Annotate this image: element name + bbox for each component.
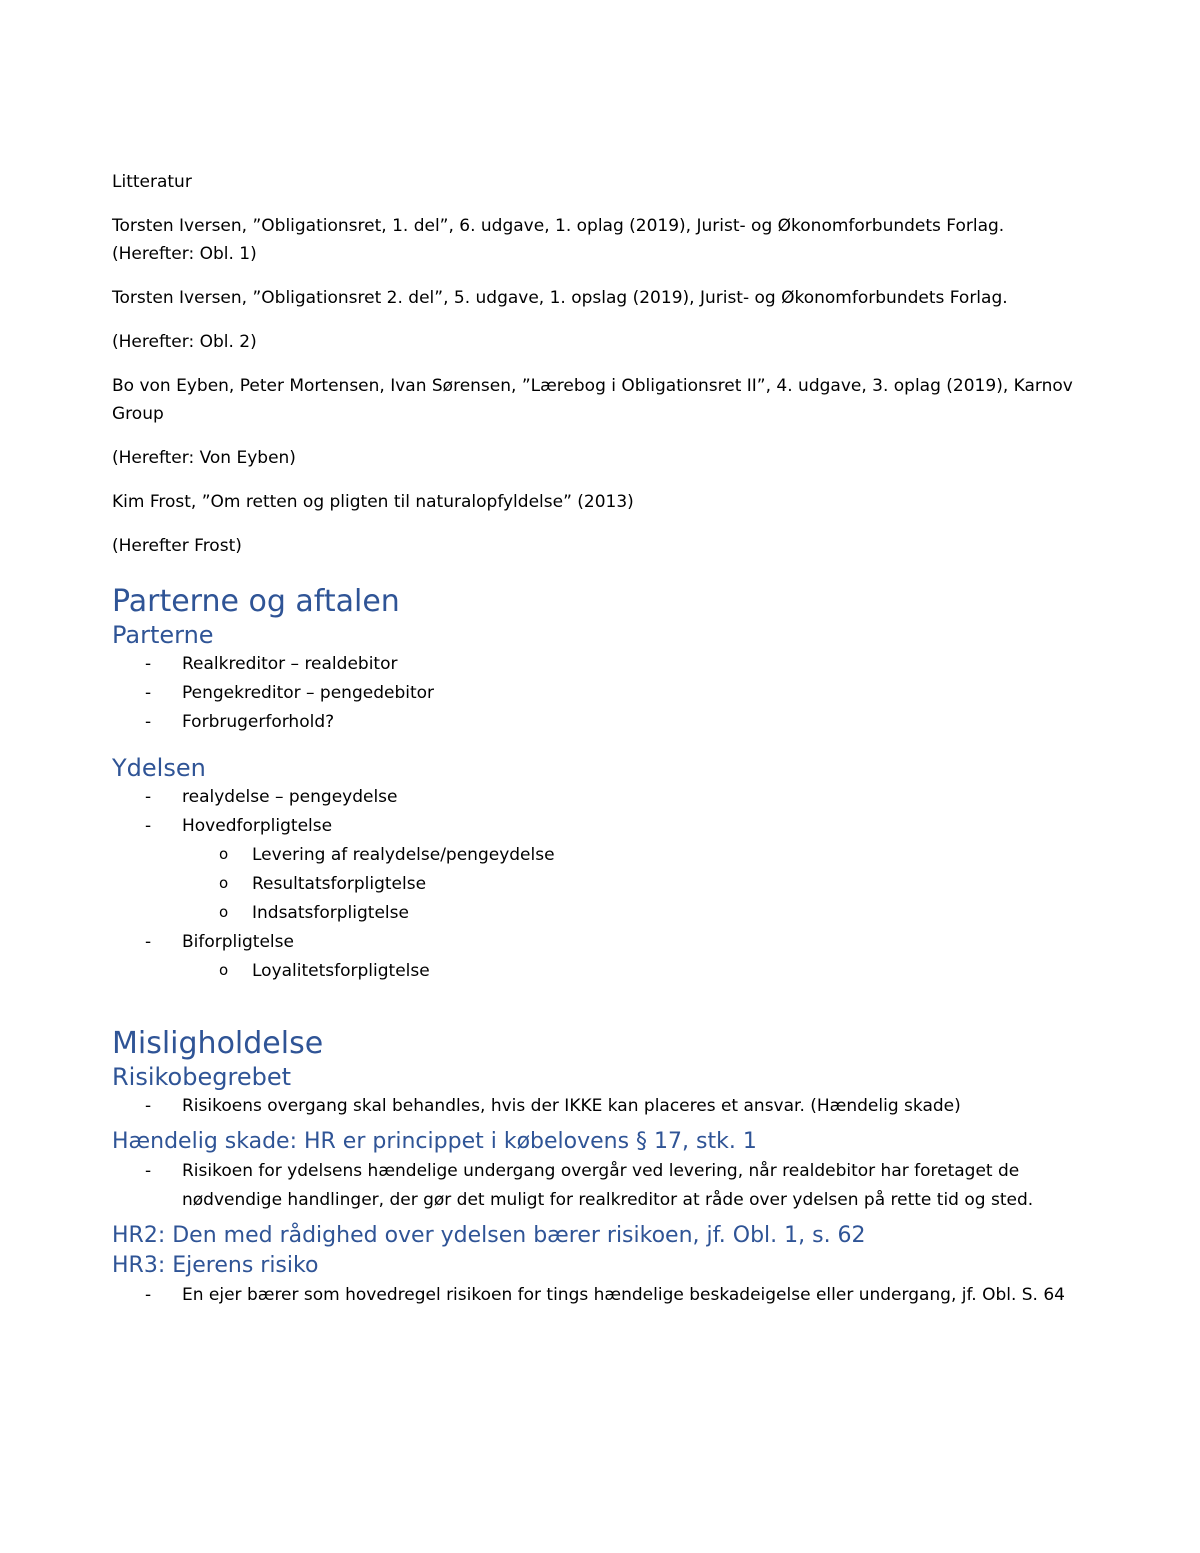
sub-list bbox=[182, 957, 1097, 986]
dash-bullet: - bbox=[145, 816, 152, 836]
heading-misligholdelse: Misligholdelse bbox=[112, 1026, 324, 1061]
sub-list-item: o Levering af realydelse/pengeydelse bbox=[182, 841, 1097, 870]
list-item: - realydelse – pengeydelse bbox=[112, 783, 1097, 812]
circle-bullet: o bbox=[219, 874, 229, 892]
document-page bbox=[112, 168, 1097, 1310]
circle-bullet: o bbox=[219, 961, 229, 979]
heading-risikobegrebet: Risikobegrebet bbox=[112, 1063, 291, 1091]
haendelig-list bbox=[112, 1157, 1097, 1215]
list-item: - En ejer bærer som hovedregel risikoen for tings hændelige beskadeigelse eller undergang, jf. Obl. S. 64 bbox=[112, 1281, 1097, 1310]
dash-bullet: - bbox=[145, 1096, 152, 1116]
heading-hr3: HR3: Ejerens risiko bbox=[112, 1253, 319, 1278]
heading-ydelsen: Ydelsen bbox=[112, 754, 206, 782]
literature-entry bbox=[112, 372, 1097, 428]
ydelsen-list bbox=[112, 783, 1097, 986]
sub-list-item: o Resultatsforpligtelse bbox=[182, 870, 1097, 899]
literature-entry bbox=[112, 212, 1097, 268]
literature-entry: Torsten Iversen, ”Obligationsret 2. del”, 5. udgave, 1. opslag (2019), Jurist- og Økonomforbundets Forlag. bbox=[112, 288, 1008, 308]
sub-list-item: o Indsatsforpligtelse bbox=[182, 899, 1097, 928]
heading-parterne-og-aftalen: Parterne og aftalen bbox=[112, 584, 400, 619]
entry-line: Torsten Iversen, ”Obligationsret, 1. del”, 6. udgave, 1. oplag (2019), Jurist- og Økonomforbundets Forlag. bbox=[112, 216, 1005, 236]
entry-line: (Herefter: Obl. 1) bbox=[112, 244, 257, 264]
dash-bullet: - bbox=[145, 1161, 152, 1181]
literature-entry: Kim Frost, ”Om retten og pligten til naturalopfyldelse” (2013) bbox=[112, 492, 634, 512]
heading-haendelig-skade: Hændelig skade: HR er princippet i købelovens § 17, stk. 1 bbox=[112, 1129, 757, 1154]
dash-bullet: - bbox=[145, 712, 152, 732]
list-item: - Pengekreditor – pengedebitor bbox=[112, 679, 1097, 708]
hr3-list bbox=[112, 1281, 1097, 1310]
parterne-list bbox=[112, 650, 1097, 737]
circle-bullet: o bbox=[219, 845, 229, 863]
dash-bullet: - bbox=[145, 1285, 152, 1305]
sub-list bbox=[182, 841, 1097, 928]
circle-bullet: o bbox=[219, 903, 229, 921]
list-item: - Risikoen for ydelsens hændelige undergang overgår ved levering, når realdebitor har foretaget de nødvendige handlinger, der gør det muligt for realkreditor at råde over ydelsen på rette tid og sted. bbox=[112, 1157, 1097, 1215]
literature-entry: (Herefter: Obl. 2) bbox=[112, 332, 257, 352]
list-item: - Forbrugerforhold? bbox=[112, 708, 1097, 737]
risiko-list bbox=[112, 1092, 1097, 1121]
heading-hr2: HR2: Den med rådighed over ydelsen bærer risikoen, jf. Obl. 1, s. 62 bbox=[112, 1223, 866, 1248]
dash-bullet: - bbox=[145, 683, 152, 703]
entry-line: Bo von Eyben, Peter Mortensen, Ivan Sørensen, ”Lærebog i Obligationsret II”, 4. udgave, 3. oplag (2019), Karnov bbox=[112, 376, 1073, 396]
list-item: - Risikoens overgang skal behandles, hvis der IKKE kan placeres et ansvar. (Hændelig skade) bbox=[112, 1092, 1097, 1121]
dash-bullet: - bbox=[145, 932, 152, 952]
literature-entry: (Herefter Frost) bbox=[112, 536, 242, 556]
heading-parterne: Parterne bbox=[112, 621, 214, 649]
sub-list-item: o Loyalitetsforpligtelse bbox=[182, 957, 1097, 986]
entry-line: Group bbox=[112, 404, 164, 424]
literature-entry: (Herefter: Von Eyben) bbox=[112, 448, 296, 468]
list-item: - Biforpligtelse o Loyalitetsforpligtelse bbox=[112, 928, 1097, 986]
dash-bullet: - bbox=[145, 654, 152, 674]
dash-bullet: - bbox=[145, 787, 152, 807]
list-item: - Realkreditor – realdebitor bbox=[112, 650, 1097, 679]
list-item: - Hovedforpligtelse o Levering af realydelse/pengeydelse o Resultatsforpligtelse o Indsatsforpligtelse bbox=[112, 812, 1097, 928]
literature-heading: Litteratur bbox=[112, 172, 192, 192]
